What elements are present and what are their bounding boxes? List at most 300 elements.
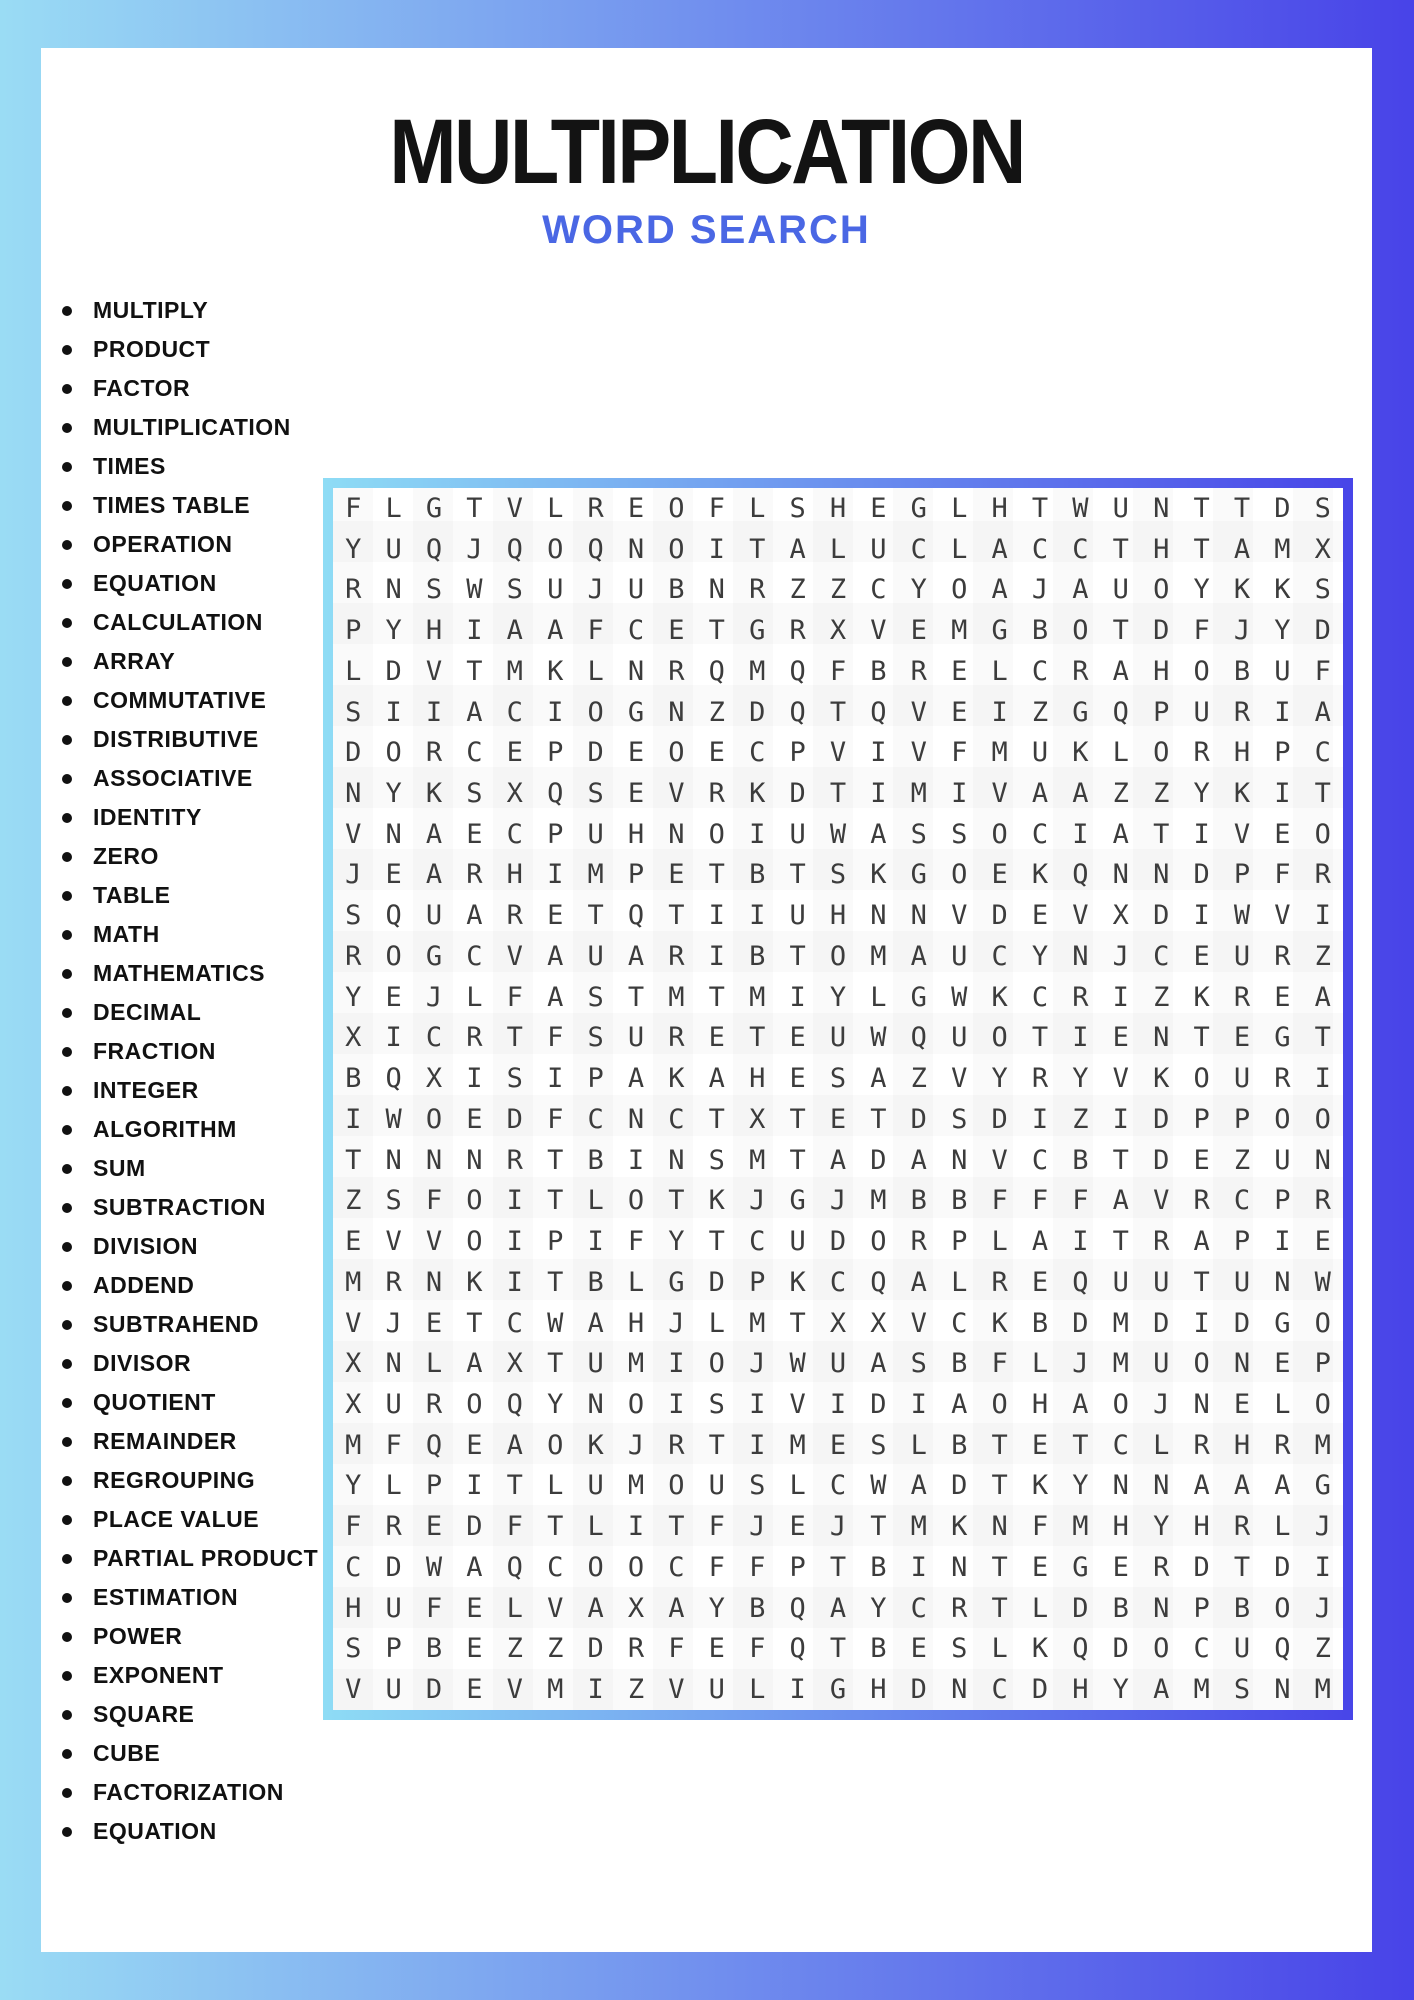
grid-letter: C: [991, 940, 1008, 972]
bullet-dot-icon: [62, 852, 72, 862]
word-list-item-label: TIMES TABLE: [93, 492, 251, 518]
grid-letter: G: [1274, 1307, 1291, 1339]
grid-letter: Z: [1314, 1633, 1331, 1665]
word-list-item-label: REMAINDER: [93, 1428, 237, 1454]
word-list-item-label: EQUATION: [93, 1818, 217, 1844]
word-list-item: [62, 408, 318, 447]
grid-letter: T: [547, 1511, 564, 1543]
grid-letter: M: [627, 1470, 645, 1502]
grid-letter: O: [1274, 1592, 1291, 1624]
grid-letter: P: [1274, 1185, 1291, 1217]
grid-letter: U: [1031, 737, 1049, 769]
grid-letter: I: [1193, 900, 1210, 932]
grid-letter: P: [587, 1063, 604, 1095]
grid-letter: U: [708, 1674, 725, 1706]
grid-letter: I: [1072, 1226, 1089, 1258]
grid-letter: J: [1314, 1511, 1331, 1543]
word-list-item: [62, 330, 318, 369]
grid-letter: R: [506, 900, 523, 932]
grid-letter: E: [829, 1429, 847, 1461]
grid-letter: D: [1153, 900, 1170, 932]
grid-letter: W: [870, 1022, 887, 1054]
grid-letter: T: [708, 859, 725, 891]
grid-letter: R: [1233, 1511, 1251, 1543]
grid-letter: O: [1314, 1103, 1331, 1135]
word-list-item-label: COMMUTATIVE: [93, 687, 267, 713]
grid-letter: O: [1072, 615, 1089, 647]
grid-letter: H: [829, 900, 847, 932]
grid-letter: N: [1153, 1022, 1170, 1054]
grid-letter: F: [749, 1633, 766, 1665]
grid-letter: M: [1314, 1674, 1331, 1706]
grid-letter: T: [991, 1470, 1008, 1502]
grid-letter: N: [1072, 940, 1089, 972]
grid-letter: U: [789, 1226, 806, 1258]
grid-letter: Y: [385, 777, 402, 809]
grid-letter: Q: [870, 1266, 887, 1298]
grid-letter: F: [1314, 655, 1331, 687]
grid-letter: I: [1031, 1103, 1049, 1135]
word-list-item: [62, 1344, 318, 1383]
grid-letter: H: [1153, 655, 1170, 687]
grid-letter: D: [749, 696, 766, 728]
grid-letter: N: [870, 900, 887, 932]
grid-letter: W: [425, 1551, 443, 1583]
grid-letter: F: [708, 492, 725, 524]
grid-letter: S: [951, 1103, 968, 1135]
grid-letter: V: [506, 940, 523, 972]
grid-letter: M: [1112, 1348, 1129, 1380]
grid-letter: P: [1233, 1226, 1251, 1258]
grid-letter: S: [466, 777, 483, 809]
grid-letter: Q: [1274, 1633, 1291, 1665]
grid-letter: Y: [345, 1470, 362, 1502]
grid-letter: T: [991, 1551, 1008, 1583]
page-title: MULTIPLICATION: [389, 101, 1024, 203]
grid-letter: T: [708, 1429, 725, 1461]
grid-letter: U: [425, 900, 443, 932]
grid-letter: A: [587, 1592, 604, 1624]
grid-letter: V: [385, 1226, 402, 1258]
grid-letter: B: [1233, 655, 1251, 687]
grid-letter: R: [1233, 696, 1251, 728]
grid-letter: A: [789, 533, 806, 565]
word-list-item-label: ZERO: [93, 843, 159, 869]
grid-letter: Y: [1072, 1063, 1089, 1095]
grid-letter: C: [466, 737, 483, 769]
grid-letter: Q: [506, 1388, 523, 1420]
grid-letter: R: [910, 655, 927, 687]
grid-letter: C: [910, 1592, 927, 1624]
grid-letter: A: [466, 696, 483, 728]
grid-letter: N: [1274, 1674, 1291, 1706]
grid-letter: N: [951, 1674, 968, 1706]
grid-letter: S: [587, 777, 604, 809]
grid-letter: S: [345, 1633, 362, 1665]
grid-letter: T: [789, 1307, 806, 1339]
bullet-dot-icon: [62, 306, 72, 316]
grid-letter: I: [1314, 1063, 1331, 1095]
grid-letter: O: [627, 1551, 645, 1583]
grid-letter: U: [829, 1348, 847, 1380]
grid-letter: E: [1031, 1429, 1049, 1461]
grid-letter: G: [668, 1266, 685, 1298]
grid-letter: N: [668, 818, 685, 850]
grid-letter: J: [627, 1429, 645, 1461]
grid-letter: V: [506, 492, 523, 524]
word-list-item-label: PARTIAL PRODUCT: [93, 1545, 319, 1571]
word-list-item-label: SUM: [93, 1155, 146, 1181]
grid-letter: R: [385, 1511, 402, 1543]
grid-letter: A: [829, 1144, 847, 1176]
grid-letter: C: [870, 574, 887, 606]
grid-letter: O: [829, 940, 847, 972]
grid-letter: R: [1153, 1551, 1170, 1583]
grid-letter: W: [789, 1348, 806, 1380]
grid-letter: X: [749, 1103, 766, 1135]
grid-letter: H: [1031, 1388, 1049, 1420]
grid-letter: U: [708, 1470, 725, 1502]
grid-letter: D: [506, 1103, 523, 1135]
grid-letter: L: [789, 1470, 806, 1502]
grid-letter: U: [1233, 1633, 1251, 1665]
grid-letter: I: [910, 1388, 927, 1420]
bullet-dot-icon: [62, 579, 72, 589]
grid-letter: E: [708, 1022, 725, 1054]
grid-letter: R: [1233, 981, 1251, 1013]
grid-letter: N: [1153, 1592, 1170, 1624]
bullet-dot-icon: [62, 384, 72, 394]
grid-letter: I: [425, 696, 443, 728]
word-list-item: [62, 447, 318, 486]
grid-letter: T: [1112, 1144, 1129, 1176]
grid-letter: I: [749, 1429, 766, 1461]
grid-letter: M: [870, 1185, 887, 1217]
grid-letter: Z: [708, 696, 725, 728]
grid-letter: D: [587, 737, 604, 769]
word-list-item-label: PRODUCT: [93, 336, 211, 362]
grid-letter: A: [1193, 1470, 1210, 1502]
grid-letter: C: [951, 1307, 968, 1339]
grid-letter: A: [506, 615, 523, 647]
grid-letter: U: [587, 1348, 604, 1380]
grid-letter: C: [1153, 940, 1170, 972]
grid-letter: D: [991, 1103, 1008, 1135]
grid-letter: N: [345, 777, 362, 809]
grid-letter: N: [991, 1511, 1008, 1543]
grid-letter: G: [627, 696, 645, 728]
grid-letter: Y: [910, 574, 927, 606]
word-list-item-label: SQUARE: [93, 1701, 195, 1727]
word-list-item-label: FACTOR: [93, 375, 191, 401]
grid-letter: I: [547, 859, 564, 891]
grid-letter: E: [466, 1429, 483, 1461]
grid-letter: G: [425, 492, 443, 524]
grid-letter: X: [345, 1022, 362, 1054]
grid-letter: D: [385, 655, 402, 687]
grid-letter: B: [870, 655, 887, 687]
grid-letter: M: [668, 981, 685, 1013]
grid-letter: L: [991, 1633, 1008, 1665]
grid-letter: P: [547, 737, 564, 769]
grid-letter: C: [1112, 1429, 1129, 1461]
grid-letter: A: [1274, 1470, 1291, 1502]
grid-letter: L: [951, 492, 968, 524]
grid-letter: N: [1274, 1266, 1291, 1298]
grid-letter: T: [789, 1144, 806, 1176]
grid-letter: U: [1233, 1266, 1251, 1298]
grid-letter: Z: [910, 1063, 927, 1095]
grid-letter: H: [1193, 1511, 1210, 1543]
grid-letter: I: [789, 981, 806, 1013]
word-list-item: [62, 798, 318, 837]
grid-letter: M: [991, 737, 1008, 769]
grid-letter: N: [708, 574, 725, 606]
bullet-dot-icon: [62, 969, 72, 979]
bullet-dot-icon: [62, 1515, 72, 1525]
grid-letter: U: [385, 1674, 402, 1706]
word-list-item: [62, 915, 318, 954]
grid-letter: W: [829, 818, 847, 850]
grid-letter: I: [951, 777, 968, 809]
grid-letter: D: [1072, 1307, 1089, 1339]
grid-letter: N: [466, 1144, 483, 1176]
bullet-dot-icon: [62, 501, 72, 511]
grid-letter: E: [1314, 1226, 1331, 1258]
grid-letter: R: [627, 1633, 645, 1665]
grid-letter: W: [870, 1470, 887, 1502]
grid-letter: K: [1031, 1633, 1049, 1665]
grid-letter: C: [1031, 655, 1049, 687]
grid-letter: M: [749, 655, 766, 687]
grid-letter: D: [1153, 1144, 1170, 1176]
grid-letter: D: [789, 777, 806, 809]
grid-letter: H: [627, 818, 645, 850]
grid-letter: O: [1193, 1063, 1210, 1095]
grid-letter: K: [870, 859, 887, 891]
grid-letter: L: [547, 492, 564, 524]
word-list-item-label: EXPONENT: [93, 1662, 224, 1688]
grid-letter: T: [870, 1511, 887, 1543]
grid-letter: W: [1233, 900, 1251, 932]
word-list-item: [62, 1578, 318, 1617]
grid-letter: I: [385, 696, 402, 728]
grid-letter: A: [466, 900, 483, 932]
grid-letter: S: [345, 900, 362, 932]
grid-letter: B: [1031, 615, 1049, 647]
grid-letter: N: [425, 1266, 443, 1298]
grid-letter: P: [1233, 1103, 1251, 1135]
word-list-item: [62, 1617, 318, 1656]
grid-letter: R: [345, 940, 362, 972]
word-list-item: [62, 369, 318, 408]
grid-letter: E: [547, 900, 564, 932]
word-list-item-label: DISTRIBUTIVE: [93, 726, 259, 752]
grid-letter: F: [991, 1185, 1008, 1217]
grid-letter: N: [385, 574, 402, 606]
grid-letter: N: [668, 1144, 685, 1176]
grid-letter: U: [627, 574, 645, 606]
grid-letter: L: [1274, 1511, 1291, 1543]
grid-letter: R: [668, 1429, 685, 1461]
grid-letter: T: [789, 940, 806, 972]
grid-letter: A: [1112, 818, 1129, 850]
grid-letter: O: [1193, 655, 1210, 687]
grid-letter: V: [951, 900, 968, 932]
word-list-item-label: POWER: [93, 1623, 183, 1649]
grid-letter: C: [1072, 533, 1089, 565]
grid-letter: I: [870, 737, 887, 769]
grid-letter: I: [991, 696, 1008, 728]
grid-letter: E: [1031, 900, 1049, 932]
grid-letter: C: [668, 1103, 685, 1135]
grid-letter: D: [1072, 1592, 1089, 1624]
grid-letter: N: [385, 1348, 402, 1380]
grid-letter: J: [829, 1511, 847, 1543]
grid-letter: L: [587, 1185, 604, 1217]
grid-letter: E: [345, 1226, 362, 1258]
grid-letter: G: [425, 940, 443, 972]
grid-letter: D: [385, 1551, 402, 1583]
word-list-item: [62, 564, 318, 603]
grid-letter: R: [425, 1388, 443, 1420]
grid-letter: E: [951, 655, 968, 687]
grid-letter: L: [385, 1470, 402, 1502]
grid-letter: I: [466, 615, 483, 647]
grid-letter: L: [870, 981, 887, 1013]
grid-letter: R: [789, 615, 806, 647]
word-list-item: [62, 759, 318, 798]
bullet-dot-icon: [62, 1671, 72, 1681]
grid-letter: Z: [627, 1674, 645, 1706]
grid-letter: R: [1274, 1429, 1291, 1461]
grid-letter: R: [1193, 1185, 1210, 1217]
grid-letter: O: [991, 1022, 1008, 1054]
grid-letter: S: [870, 1429, 887, 1461]
word-list-item-label: MATHEMATICS: [93, 960, 266, 986]
word-list-item-label: ASSOCIATIVE: [93, 765, 253, 791]
grid-letter: Q: [506, 533, 523, 565]
grid-letter: J: [1153, 1388, 1170, 1420]
grid-letter: K: [466, 1266, 483, 1298]
grid-letter: R: [1193, 1429, 1210, 1461]
grid-letter: L: [829, 533, 847, 565]
grid-letter: A: [1153, 1674, 1170, 1706]
grid-letter: E: [466, 1633, 483, 1665]
grid-letter: O: [466, 1185, 483, 1217]
grid-letter: V: [1072, 900, 1089, 932]
grid-letter: T: [1112, 533, 1129, 565]
grid-letter: Z: [345, 1185, 362, 1217]
bullet-dot-icon: [62, 1632, 72, 1642]
word-list-item: [62, 1227, 318, 1266]
word-list-item: [62, 1149, 318, 1188]
grid-letter: T: [829, 1551, 847, 1583]
word-list-item-label: DIVISION: [93, 1233, 198, 1259]
grid-letter: E: [708, 737, 725, 769]
grid-letter: L: [425, 1348, 443, 1380]
grid-letter: V: [668, 777, 685, 809]
grid-letter: L: [951, 533, 968, 565]
grid-letter: D: [1112, 1633, 1129, 1665]
grid-letter: S: [951, 1633, 968, 1665]
grid-letter: E: [1112, 1551, 1129, 1583]
grid-letter: H: [749, 1063, 766, 1095]
grid-letter: M: [910, 777, 927, 809]
grid-letter: A: [1072, 777, 1089, 809]
grid-letter: C: [425, 1022, 443, 1054]
grid-letter: Y: [1112, 1674, 1129, 1706]
grid-letter: M: [547, 1674, 564, 1706]
grid-letter: T: [1193, 492, 1210, 524]
bullet-dot-icon: [62, 1008, 72, 1018]
grid-letter: E: [506, 737, 523, 769]
grid-letter: O: [627, 1388, 645, 1420]
grid-letter: A: [1233, 1470, 1251, 1502]
bullet-dot-icon: [62, 462, 72, 472]
grid-letter: A: [829, 1592, 847, 1624]
grid-letter: Z: [1031, 696, 1049, 728]
grid-letter: T: [1031, 1022, 1049, 1054]
grid-letter: L: [627, 1266, 645, 1298]
grid-letter: B: [870, 1551, 887, 1583]
bullet-dot-icon: [62, 1320, 72, 1330]
grid-letter: A: [1112, 655, 1129, 687]
grid-letter: A: [627, 940, 645, 972]
grid-letter: I: [708, 940, 725, 972]
grid-letter: V: [1274, 900, 1291, 932]
grid-letter: I: [466, 1063, 483, 1095]
grid-letter: P: [1193, 1592, 1210, 1624]
grid-letter: V: [425, 655, 443, 687]
grid-letter: H: [1072, 1674, 1089, 1706]
word-list-item-label: SUBTRACTION: [93, 1194, 266, 1220]
grid-letter: F: [547, 1022, 564, 1054]
grid-letter: Y: [1193, 574, 1210, 606]
grid-letter: A: [870, 1063, 887, 1095]
bullet-dot-icon: [62, 891, 72, 901]
word-list-item: [62, 1656, 318, 1695]
grid-letter: U: [1274, 1144, 1291, 1176]
bullet-dot-icon: [62, 1398, 72, 1408]
bullet-dot-icon: [62, 735, 72, 745]
grid-letter: M: [910, 1511, 927, 1543]
grid-letter: E: [466, 1674, 483, 1706]
grid-letter: H: [1233, 1429, 1251, 1461]
grid-letter: D: [910, 1103, 927, 1135]
grid-letter: D: [1314, 615, 1331, 647]
grid-letter: T: [708, 1226, 725, 1258]
grid-letter: V: [668, 1674, 685, 1706]
grid-letter: M: [345, 1429, 362, 1461]
grid-letter: C: [506, 1307, 523, 1339]
grid-letter: T: [547, 1144, 564, 1176]
grid-letter: T: [1233, 492, 1251, 524]
grid-letter: E: [1274, 981, 1291, 1013]
grid-letter: S: [425, 574, 443, 606]
word-list-item: [62, 603, 318, 642]
grid-letter: K: [1031, 1470, 1049, 1502]
grid-letter: H: [506, 859, 523, 891]
grid-letter: O: [951, 859, 968, 891]
grid-letter: I: [627, 1511, 645, 1543]
grid-letter: I: [829, 1388, 847, 1420]
grid-letter: I: [547, 696, 564, 728]
grid-letter: E: [668, 615, 685, 647]
grid-letter: T: [547, 1266, 564, 1298]
grid-letter: R: [466, 859, 483, 891]
grid-letter: D: [829, 1226, 847, 1258]
